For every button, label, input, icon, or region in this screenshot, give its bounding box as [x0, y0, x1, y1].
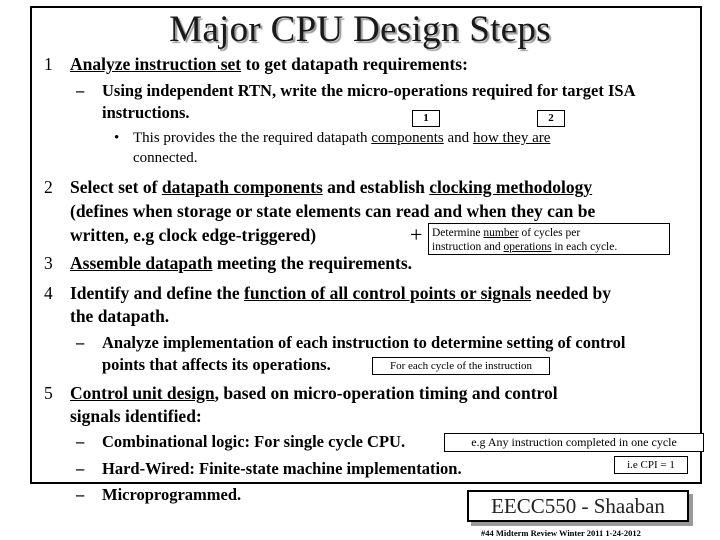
item-4-dash: –: [76, 333, 85, 352]
hardwired-dash: –: [76, 459, 85, 478]
slide-footer: #44 Midterm Review Winter 2011 1-24-2012: [481, 528, 641, 538]
rtn-line-1: Using independent RTN, write the micro-operations required for target ISA: [102, 81, 636, 100]
cpi-annotation: i.e CPI = 1: [614, 456, 688, 474]
control-line-1: Analyze implementation of each instruction to determine setting of control: [102, 333, 626, 352]
item-1-text: Analyze instruction set to get datapath requirements:: [70, 54, 468, 74]
slide-title: Major CPU Design Steps: [169, 9, 551, 50]
course-badge: EECC550 - Shaaban: [467, 490, 689, 522]
item-4-line-2: the datapath.: [70, 306, 170, 326]
components-bullet: •: [114, 130, 120, 146]
item-4-number: 4: [44, 283, 53, 303]
item-1-number: 1: [44, 54, 53, 74]
item-5-line-1: Control unit design, based on micro-operation timing and control: [70, 383, 558, 403]
item-3-text: Assemble datapath meeting the requirements.: [70, 253, 413, 273]
item-2-line-3: written, e.g clock edge-triggered): [70, 225, 317, 245]
plus-sign: +: [410, 222, 423, 247]
combinational-dash: –: [76, 432, 85, 451]
item-3-number: 3: [44, 253, 53, 273]
item-2-line-2: (defines when storage or state elements can read and when they can be: [70, 201, 596, 221]
annotation-box-2: 2: [537, 110, 565, 127]
item-5-line-2: signals identified:: [70, 406, 202, 426]
cycles-annotation: Determine number of cycles per instruction and operations in each cycle.: [428, 223, 670, 255]
hardwired: Hard-Wired: Finite-state machine implementation.: [102, 459, 462, 478]
annotation-box-1: 1: [412, 110, 440, 127]
item-2-number: 2: [44, 177, 53, 197]
item-1-dash: –: [76, 81, 85, 100]
single-cycle-annotation: e.g Any instruction completed in one cycle: [444, 433, 704, 452]
microprogrammed-dash: –: [76, 485, 85, 504]
combinational-logic: Combinational logic: For single cycle CPU.: [102, 432, 406, 451]
item-4-line-1: Identify and define the function of all control points or signals needed by: [70, 283, 611, 303]
components-line-1: This provides the the required datapath components and how they are: [133, 130, 551, 146]
components-line-2: connected.: [133, 150, 198, 166]
item-5-number: 5: [44, 383, 53, 403]
control-line-2: points that affects its operations.: [102, 355, 331, 374]
item-2-line-1: Select set of datapath components and establish clocking methodology: [70, 177, 593, 197]
each-cycle-annotation: For each cycle of the instruction: [372, 357, 550, 375]
rtn-line-2: instructions.: [102, 103, 190, 122]
microprogrammed: Microprogrammed.: [102, 485, 242, 504]
